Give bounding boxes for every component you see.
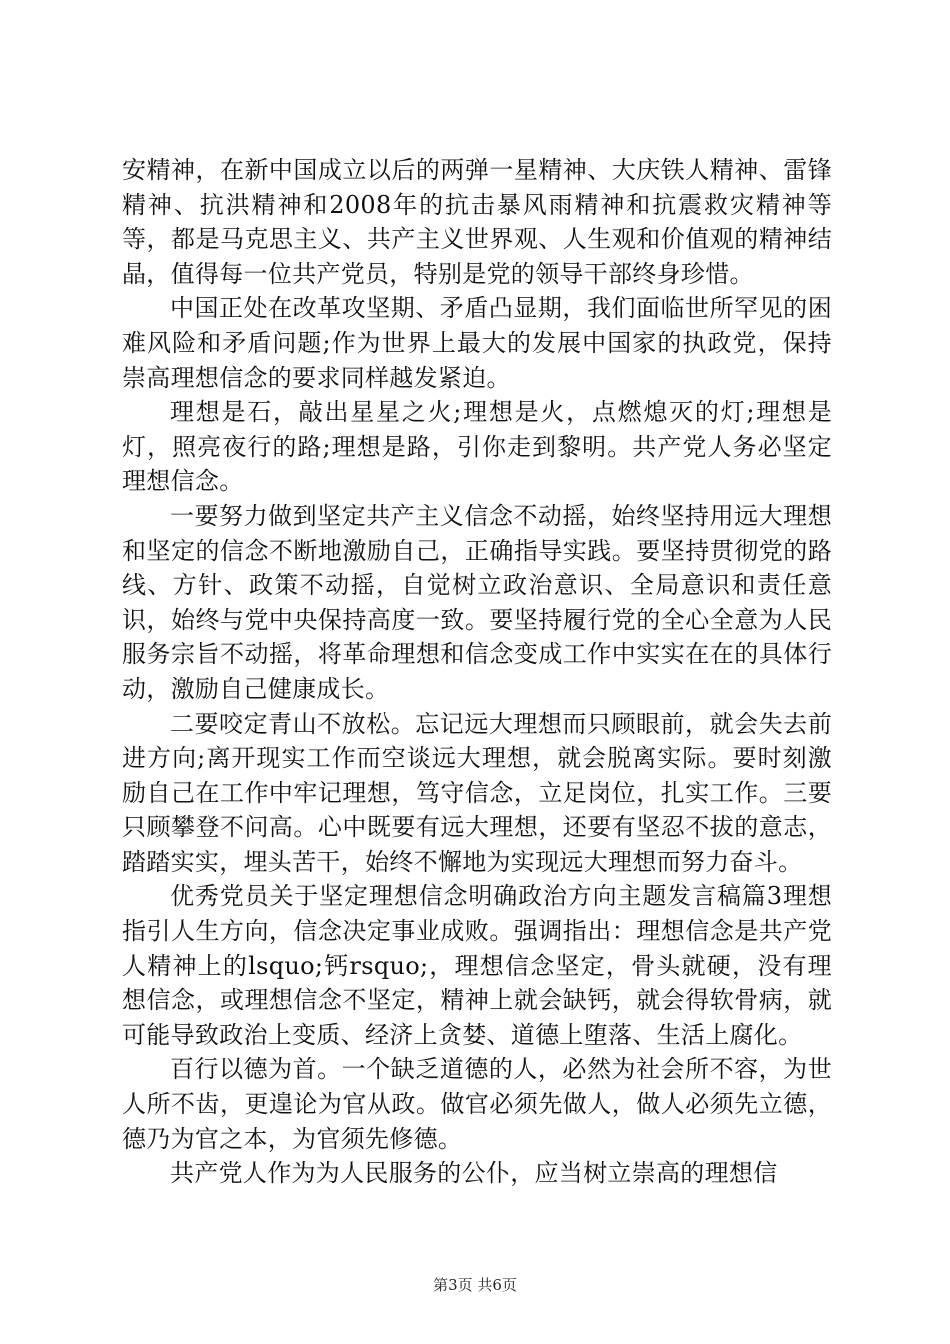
paragraph: 理想是石，敲出星星之火;理想是火，点燃熄灭的灯;理想是灯，照亮夜行的路;理想是路，引你走到黎明。共产党人务必坚定理想信念。 <box>122 398 832 496</box>
paragraph: 百行以德为首。一个缺乏道德的人，必然为社会所不容，为世人所不齿，更遑论为官从政。做官必须先做人，做人必须先立德，德乃为官之本，为官须先修德。 <box>122 1055 832 1153</box>
page-number-footer: 第3页 共6页 <box>433 1276 517 1294</box>
paragraph: 共产党人作为为人民服务的公仆，应当树立崇高的理想信 <box>170 1159 778 1188</box>
paragraph: 中国正处在改革攻坚期、矛盾凸显期，我们面临世所罕见的困难风险和矛盾问题;作为世界上最大的发展中国家的执政党，保持崇高理想信念的要求同样越发紧迫。 <box>122 294 832 392</box>
paragraph: 安精神，在新中国成立以后的两弹一星精神、大庆铁人精神、雷锋精神、抗洪精神和2008年的抗击暴风雨精神和抗震救灾精神等等，都是马克思主义、共产主义世界观、人生观和价值观的精神结晶，值得每一位共产党员，特别是党的领导干部终身珍惜。 <box>122 156 832 288</box>
paragraph: 优秀党员关于坚定理想信念明确政治方向主题发言稿篇3理想指引人生方向，信念决定事业成败。强调指出：理想信念是共产党人精神上的lsquo;钙rsquo;，理想信念坚定，骨头就硬，没有理想信念，或理想信念不坚定，精神上就会缺钙，就会得软骨病，就可能导致政治上变质、经济上贪婪、道德上堕落、生活上腐化。 <box>122 882 832 1049</box>
paragraph: 二要咬定青山不放松。忘记远大理想而只顾眼前，就会失去前进方向;离开现实工作而空谈远大理想，就会脱离实际。要时刻激励自己在工作中牢记理想，笃守信念，立足岗位，扎实工作。三要只顾攀登不问高。心中既要有远大理想，还要有坚忍不拔的意志，踏踏实实，埋头苦干，始终不懈地为实现远大理想而努力奋斗。 <box>122 709 832 876</box>
document-body <box>122 153 832 1191</box>
paragraph: 一要努力做到坚定共产主义信念不动摇，始终坚持用远大理想和坚定的信念不断地激励自己，正确指导实践。要坚持贯彻党的路线、方针、政策不动摇，自觉树立政治意识、全局意识和责任意识，始终与党中央保持高度一致。要坚持履行党的全心全意为人民服务宗旨不动摇，将革命理想和信念变成工作中实实在在的具体行动，激励自己健康成长。 <box>122 501 832 703</box>
